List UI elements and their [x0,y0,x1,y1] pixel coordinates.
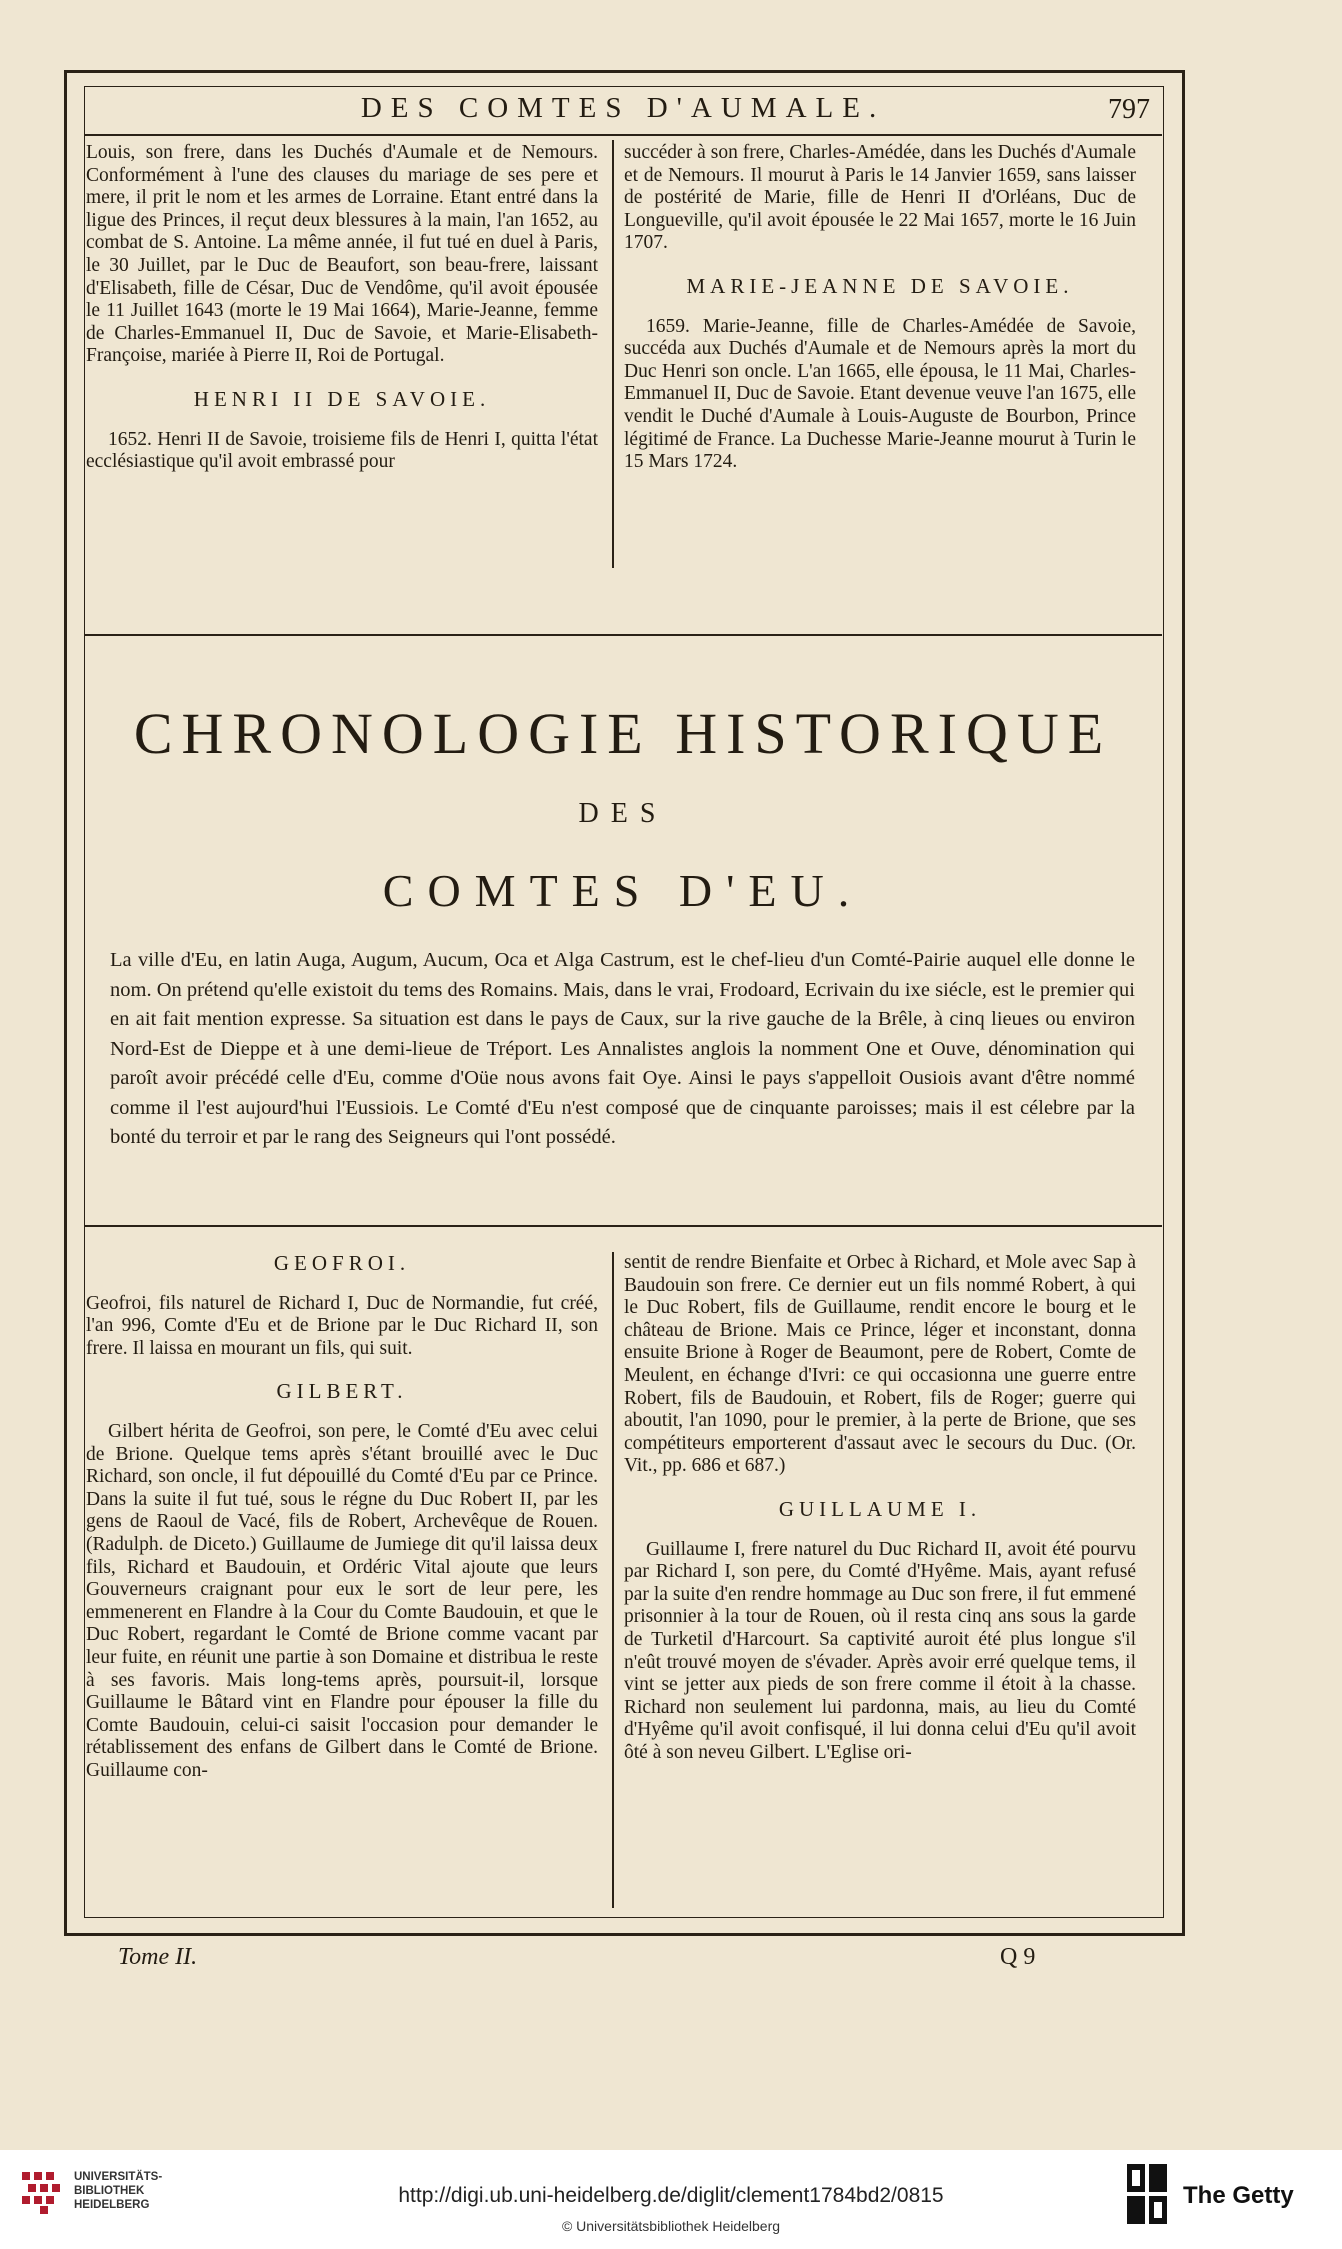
chapter-title: CHRONOLOGIE HISTORIQUE [133,701,1113,766]
getty-logo-icon [1127,2164,1169,2224]
paragraph: sentit de rendre Bienfaite et Orbec à Richard, et Mole avec Sap à Baudouin son frere. Ce dernier eut un fils nommé Robert, à qui le Duc Robert, fils de Guillaume, rendit encore le bourg et le château de Brione. Mais ce Prince, léger et inconstant, donna ensuite Brione à Roger de Beaumont, pere de Robert, Comte de Meulent, en échange d'Ivri: ce qui occasionna une guerre entre Robert, fils de Baudouin, et Robert, fils de Roger; guerre qui aboutit, l'an 1090, pour le premier, à la perte de Brione, que ses compétiteurs emporterent d'assaut avec le secours du Duc. (Or. Vit., pp. 686 et 687.) [624,1252,1136,1477]
paragraph: 1659. Marie-Jeanne, fille de Charles-Amédée de Savoie, succéda aux Duchés d'Aumale et de Nemours après la mort du Duc Henri son oncle. L'an 1665, elle épousa, le 11 Mai, Charles-Emmanuel II, Duc de Savoie. Etant devenue veuve l'an 1675, elle vendit le Duché d'Aumale à Louis-Auguste de Bourbon, Prince légitimé de France. La Duchesse Marie-Jeanne mourut à Turin le 15 Mars 1724. [624,315,1136,473]
section-heading: GUILLAUME I. [778,1496,982,1521]
bottom-right-column [624,1252,1136,1764]
getty-label: The Getty [1183,2182,1294,2209]
chapter-subtitle: COMTES D'EU. [382,865,864,916]
permalink-url[interactable]: http://digi.ub.uni-heidelberg.de/diglit/clement1784bd2/0815 [398,2184,944,2207]
signature-mark: Q 9 [1000,1944,1036,1970]
section-heading: GEOFROI. [273,1251,411,1275]
library-name-line: UNIVERSITÄTS- [74,2171,163,2183]
divider [84,634,1162,636]
top-right-column [624,142,1136,474]
column-rule [612,1252,614,1908]
running-header [84,86,1162,136]
section-heading: MARIE-JEANNE DE SAVOIE. [686,273,1074,298]
chapter-des: DES [578,798,668,829]
library-name-line: BIBLIOTHEK [74,2185,145,2197]
section-heading: GILBERT. [276,1379,408,1404]
paragraph: Louis, son frere, dans les Duchés d'Aumale et de Nemours. Conformément à l'une des clauses du mariage de ses pere et mere, il prit le nom et les armes de Lorraine. Etant entré dans la ligue des Princes, il reçut deux blessures à la main, l'an 1652, au combat de S. Antoine. La même année, il fut tué en duel à Paris, le 30 Juillet, par le Duc de Beaufort, son beau-frere, laissant d'Elisabeth, fille de César, Duc de Vendôme, qu'il avoit épousée le 11 Juillet 1643 (morte le 19 Mai 1664), Marie-Jeanne, femme de Charles-Emmanuel II, Duc de Savoie, et Marie-Elisabeth-Françoise, mariée à Pierre II, Roi de Portugal. [86,142,598,367]
page-number: 797 [1108,94,1150,125]
running-title: DES COMTES D'AUMALE. [360,92,886,124]
top-left-column [86,142,598,474]
paragraph: Geofroi, fils naturel de Richard I, Duc de Normandie, fut créé, l'an 996, Comte d'Eu et de Brione par le Duc Richard II, son frere. Il laissa en mourant un fils, qui suit. [86,1292,598,1359]
paragraph: succéder à son frere, Charles-Amédée, dans les Duchés d'Aumale et de Nemours. Il mourut à Paris le 14 Janvier 1659, sans laisser de postérité de Marie, fille de Henri II d'Orléans, Duc de Longueville, qu'il avoit épousée le 22 Mai 1657, morte le 16 Juin 1707. [624,142,1136,254]
volume-label: Tome II. [118,1944,198,1970]
paragraph: Guillaume I, frere naturel du Duc Richard II, avoit été pourvu par Richard I, son pere, du Comté d'Hyême. Mais, ayant refusé par la suite d'en rendre hommage au Duc son frere, il fut emmené prisonnier à la tour de Rouen, où il resta cinq ans sous la garde de Turketil d'Harcourt. Sa captivité auroit été plus longue s'il n'eût trouvé moyen de s'évader. Après avoir erré quelque tems, il vint se jetter aux pieds de son frere comme il étoit à la chasse. Richard non seulement lui pardonna, mais, au lieu du Comté d'Hyême qu'il avoit confisqué, il lui donna celui d'Eu qu'il avoit ôté à son neveu Gilbert. L'Eglise ori- [624,1538,1136,1763]
paragraph: 1652. Henri II de Savoie, troisieme fils de Henri I, quitta l'état ecclésiastique qu'il avoit embrassé pour [86,428,598,473]
column-rule [612,140,614,568]
copyright-notice: © Universitätsbibliothek Heidelberg [561,2218,781,2234]
intro-paragraph: La ville d'Eu, en latin Auga, Augum, Aucum, Oca et Alga Castrum, est le chef-lieu d'un Comté-Pairie auquel elle donne le nom. On prétend qu'elle existoit du tems des Romains. Mais, dans le vrai, Frodoard, Ecrivain du ixe siécle, est le premier qui en ait fait mention expresse. Sa situation est dans le pays de Caux, sur la rive gauche de la Brêle, à cinq lieues ou environ Nord-Est de Dieppe et à une demi-lieue de Tréport. Les Annalistes anglois la nomment One et Ouve, dénomination qui paroît avoir précédé celle d'Eu, comme d'Oüe nous avons fait Oye. Ainsi le pays s'appelloit Ousiois avant d'être nommé comme il l'est aujourd'hui l'Eussiois. Le Comté d'Eu n'est composé que de cinquante paroisses; mais il est célebre par la bonté du terroir et par le rang des Seigneurs qui l'ont possédé. [110,949,1135,1148]
paragraph: Gilbert hérita de Geofroi, son pere, le Comté d'Eu avec celui de Brione. Quelque tems après s'étant brouillé avec le Duc Richard, son oncle, il fut dépouillé du Comté d'Eu par ce Prince. Dans la suite il fut tué, sous le régne du Duc Robert II, par les gens de Raoul de Vacé, fils de Robert, Archevêque de Rouen. (Radulph. de Diceto.) Guillaume de Jumiege dit qu'il laissa deux fils, Richard et Baudouin, et Ordéric Vital ajoute que leurs Gouverneurs craignant pour eux le sort de leur pere, les emmenerent en Flandre à la Cour du Comte Baudouin, et que le Duc Robert, regardant le Comté de Brione comme vacant par leur fuite, en réunit une partie à son Domaine et distribua le reste à ses favoris. Mais long-tems après, poursuit-il, lorsque Guillaume le Bâtard vint en Flandre pour épouser la fille du Comte Baudouin, celui-ci saisit l'occasion pour demander le rétablissement des enfans de Gilbert dans le Comté de Brione. Guillaume con- [86,1420,598,1781]
section-heading: HENRI II DE SAVOIE. [193,386,491,411]
bottom-left-column [86,1252,598,1782]
library-name-line: HEIDELBERG [74,2199,150,2211]
divider [84,1225,1162,1227]
